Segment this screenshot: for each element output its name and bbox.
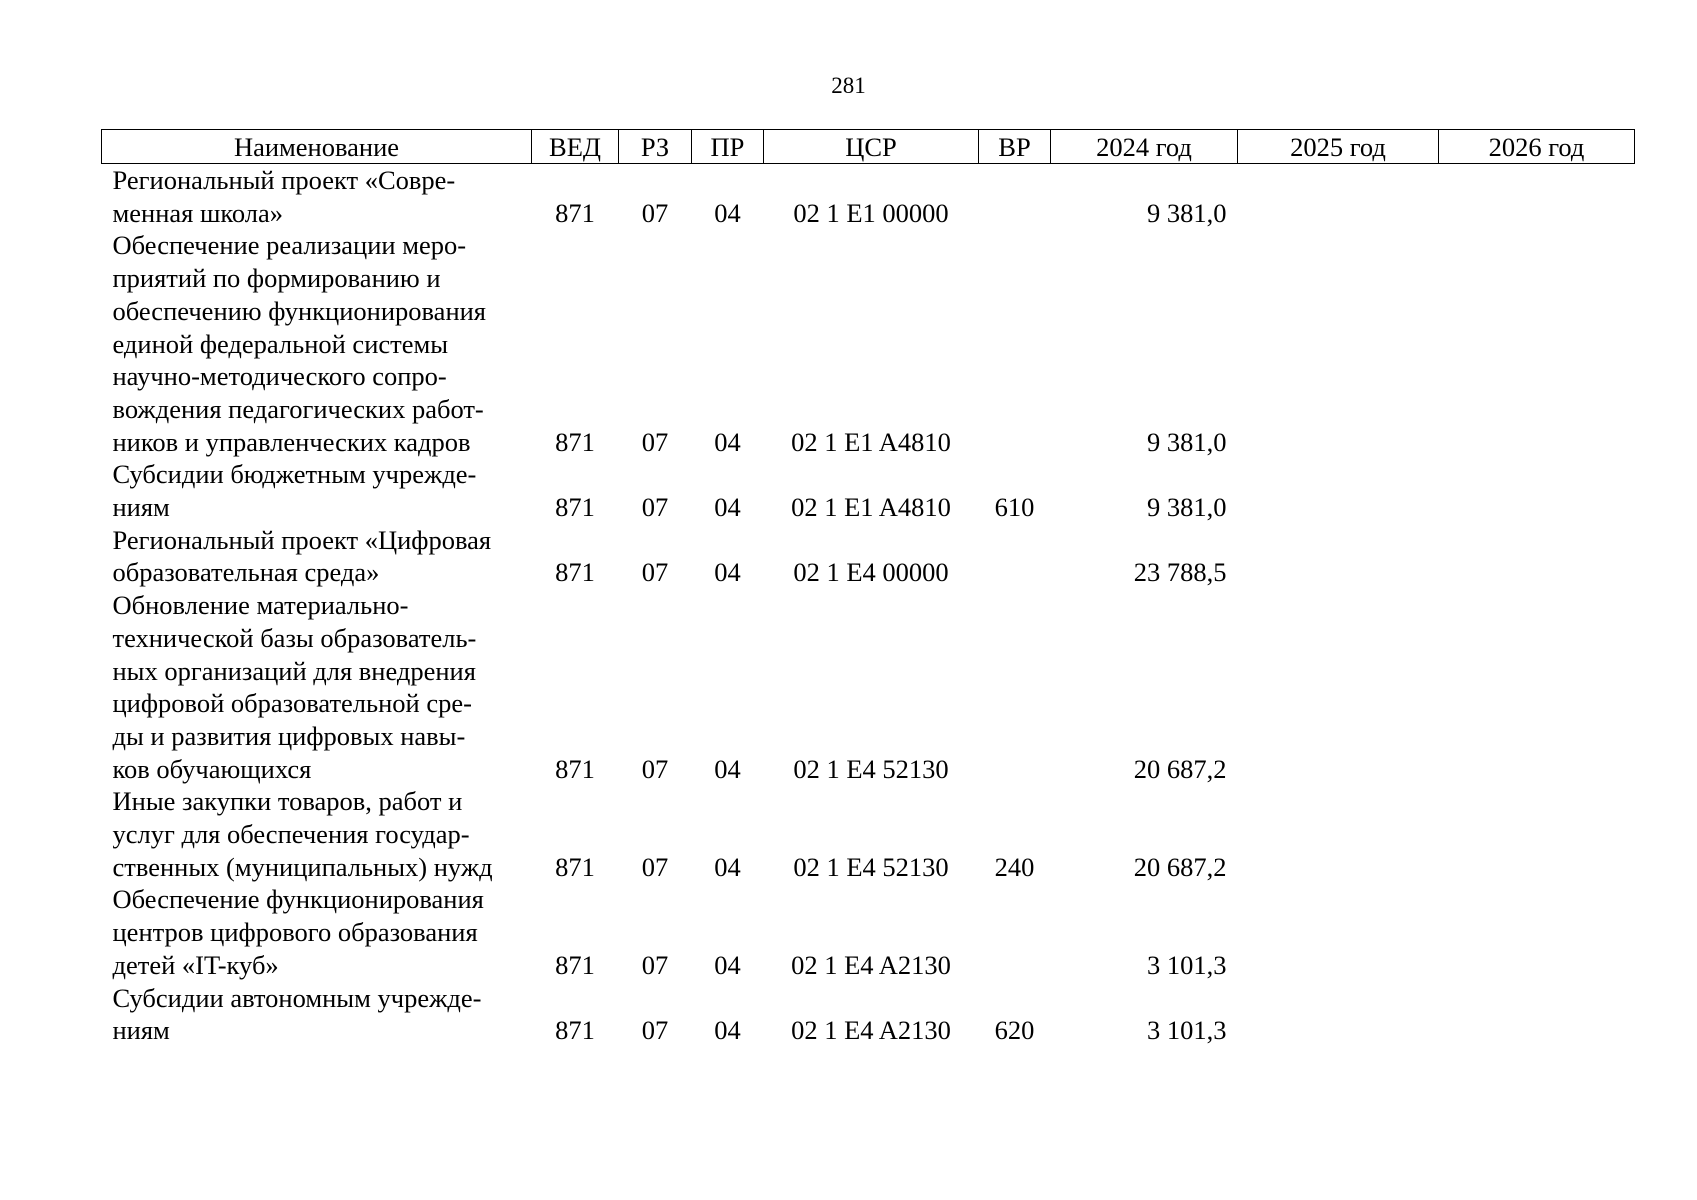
- header-2026: 2026 год: [1439, 130, 1635, 164]
- header-csr: ЦСР: [764, 130, 979, 164]
- row-2024: 9 381,0: [1147, 426, 1227, 457]
- row-2025: [1238, 589, 1439, 785]
- row-2026: [1439, 458, 1635, 523]
- row-rz: 07: [641, 557, 669, 588]
- row-csr: 02 1 E1 A4810: [791, 426, 951, 457]
- row-ved: 871: [555, 1015, 595, 1046]
- row-pr: 04: [714, 557, 741, 588]
- row-2026: [1439, 229, 1635, 458]
- row-2024: 9 381,0: [1147, 197, 1227, 228]
- row-2024: 23 788,5: [1133, 557, 1227, 588]
- row-pr: 04: [714, 753, 741, 784]
- header-rz: РЗ: [619, 130, 692, 164]
- row-name: Региональный проект «Совре- менная школа»: [112, 165, 456, 228]
- row-name: Региональный проект «Цифровая образовательная среда»: [112, 524, 492, 588]
- table-row: [102, 458, 1635, 523]
- row-2026: [1439, 524, 1635, 589]
- row-2025: [1238, 524, 1439, 589]
- row-rz: 07: [641, 426, 669, 457]
- row-2025: [1238, 883, 1439, 981]
- budget-table: [101, 129, 1635, 1047]
- row-vr: [979, 524, 1051, 589]
- row-csr: 02 1 E4 A2130: [791, 949, 951, 980]
- row-2025: [1238, 164, 1439, 230]
- row-csr: 02 1 E4 52130: [793, 753, 949, 784]
- row-pr: 04: [714, 1015, 741, 1046]
- row-2025: [1238, 982, 1439, 1047]
- row-vr: 240: [994, 851, 1035, 882]
- row-name: Обновление материально- технической базы образователь- ных организаций для внедрения цифровой образовательной сре- ды и развития цифровых навы- ков обучающихся: [112, 590, 477, 784]
- row-rz: 07: [641, 492, 669, 523]
- table-row: [102, 589, 1635, 785]
- row-pr: 04: [714, 851, 741, 882]
- row-rz: 07: [641, 197, 669, 228]
- row-2026: [1439, 883, 1635, 981]
- header-ved: ВЕД: [532, 130, 619, 164]
- row-2026: [1439, 785, 1635, 883]
- row-csr: 02 1 E1 A4810: [791, 492, 951, 523]
- row-pr: 04: [714, 197, 741, 228]
- row-vr: [979, 589, 1051, 785]
- table-row: [102, 982, 1635, 1047]
- row-2024: 3 101,3: [1147, 1015, 1227, 1046]
- row-2025: [1238, 458, 1439, 523]
- row-vr: [979, 164, 1051, 230]
- row-pr: 04: [714, 426, 741, 457]
- row-name: Обеспечение реализации меро- приятий по формированию и обеспечению функционирования единой федеральной системы научно-методического сопро- вождения педагогических работ- ников и управленческих кадров: [112, 230, 486, 457]
- row-2024: 9 381,0: [1147, 492, 1227, 523]
- row-csr: 02 1 E4 00000: [793, 557, 949, 588]
- table-header-row: [102, 130, 1635, 164]
- row-ved: 871: [555, 492, 595, 523]
- table-row: [102, 883, 1635, 981]
- row-2024: 20 687,2: [1133, 753, 1227, 784]
- row-name: Иные закупки товаров, работ и услуг для обеспечения государ- ственных (муниципальных) нужд: [112, 786, 493, 882]
- row-rz: 07: [641, 753, 669, 784]
- row-ved: 871: [555, 753, 595, 784]
- row-rz: 07: [641, 1015, 669, 1046]
- row-vr: 620: [994, 1015, 1035, 1046]
- row-2024: 20 687,2: [1133, 851, 1227, 882]
- table-row: [102, 524, 1635, 589]
- table-row: [102, 229, 1635, 458]
- row-2026: [1439, 164, 1635, 230]
- row-rz: 07: [641, 851, 669, 882]
- row-vr: 610: [994, 492, 1035, 523]
- row-name: Субсидии бюджетным учрежде- ниям: [112, 459, 477, 523]
- row-vr: [979, 883, 1051, 981]
- row-ved: 871: [555, 426, 595, 457]
- row-2025: [1238, 229, 1439, 458]
- row-ved: 871: [555, 851, 595, 882]
- row-csr: 02 1 E4 52130: [793, 851, 949, 882]
- row-2026: [1439, 982, 1635, 1047]
- row-name: Субсидии автономным учрежде- ниям: [112, 982, 482, 1046]
- header-vr: ВР: [979, 130, 1051, 164]
- row-rz: 07: [641, 949, 669, 980]
- header-pr: ПР: [692, 130, 764, 164]
- row-ved: 871: [555, 197, 595, 228]
- table-row: [102, 164, 1635, 230]
- row-csr: 02 1 E1 00000: [793, 197, 949, 228]
- header-2024: 2024 год: [1051, 130, 1238, 164]
- row-pr: 04: [714, 949, 741, 980]
- row-ved: 871: [555, 557, 595, 588]
- row-pr: 04: [714, 492, 741, 523]
- row-2024: 3 101,3: [1147, 949, 1227, 980]
- row-csr: 02 1 E4 A2130: [791, 1015, 951, 1046]
- header-2025: 2025 год: [1238, 130, 1439, 164]
- header-name: Наименование: [102, 130, 532, 164]
- table-row: [102, 785, 1635, 883]
- row-name: Обеспечение функционирования центров цифрового образования детей «IT-куб»: [112, 884, 484, 980]
- row-ved: 871: [555, 949, 595, 980]
- page-number: 281: [831, 73, 866, 98]
- row-2025: [1238, 785, 1439, 883]
- row-2026: [1439, 589, 1635, 785]
- row-vr: [979, 229, 1051, 458]
